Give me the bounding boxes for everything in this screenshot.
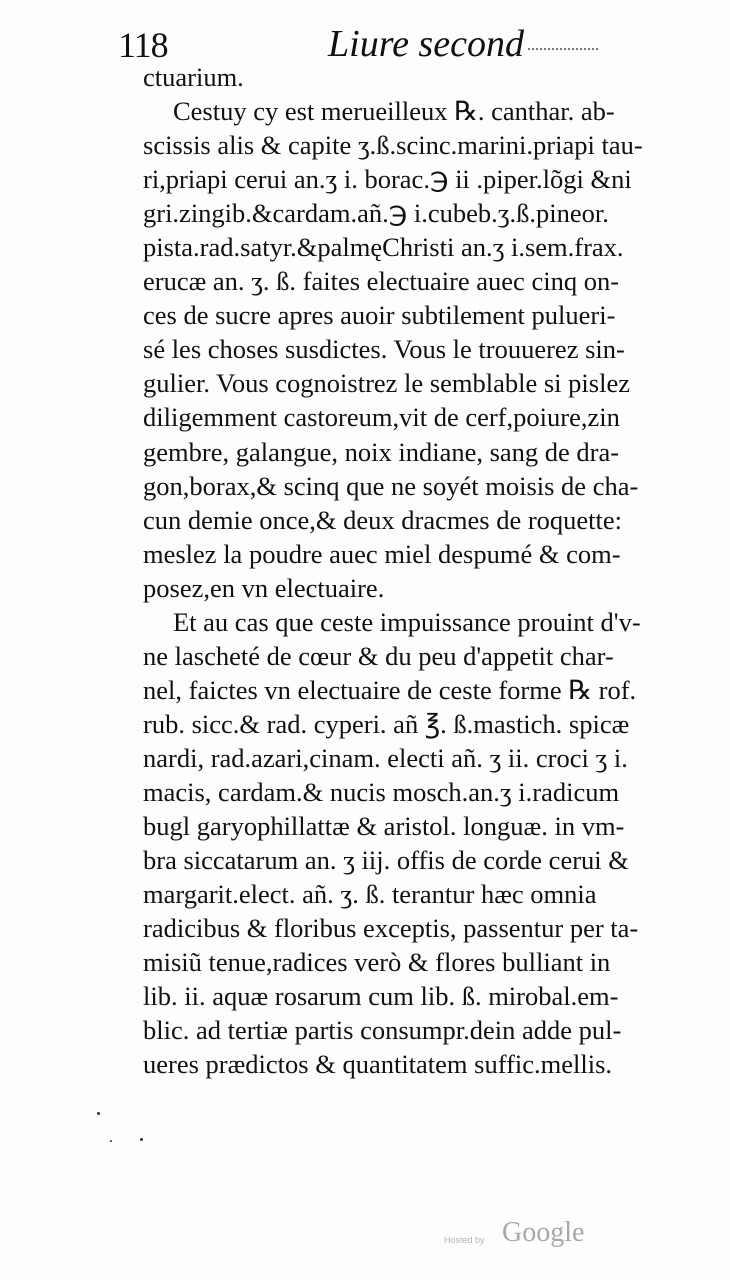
page-number: 118 (118, 25, 168, 65)
text-line: gri.zingib.&cardam.añ.℈ i.cubeb.ʒ.ß.pineor. (143, 198, 609, 229)
text-line: pista.rad.satyr.&palmęChristi an.ʒ i.sem.frax. (143, 232, 624, 263)
text-line: misiũ tenue,radices verò & flores bulliant in (143, 947, 611, 978)
text-line: ne lascheté de cœur & du peu d'appetit char- (143, 640, 614, 671)
text-line: ri,priapi cerui an.ʒ i. borac.℈ ii .piper.lõgi &ni (143, 164, 632, 195)
text-line: bra siccatarum an. ʒ iij. offis de corde cerui & (143, 845, 629, 876)
hosted-by-google-watermark (444, 1217, 604, 1257)
text-line: scissis alis & capite ʒ.ß.scinc.marini.priapi tau- (143, 130, 643, 161)
running-title: Liure second (328, 23, 524, 65)
text-line: nardi, rad.azari,cinam. electi añ. ʒ ii. croci ʒ i. (143, 742, 628, 773)
text-line: posez,en vn electuaire. (143, 572, 385, 603)
header-ornament (528, 48, 598, 50)
text-line: blic. ad tertiæ partis consumpr.dein adde pul- (143, 1015, 622, 1046)
text-line: cun demie once,& deux dracmes de roquette: (143, 504, 623, 535)
text-line: nel, faictes vn electuaire de ceste forme ℞ rof. (143, 674, 637, 705)
text-line: sé les choses susdictes. Vous le trouuerez sin- (143, 334, 625, 365)
scan-speck (97, 1112, 100, 1115)
text-line: meslez la poudre auec miel despumé & com- (143, 538, 621, 569)
text-line: Cestuy cy est merueilleux ℞. canthar. ab- (173, 96, 615, 127)
body-text (143, 60, 699, 1081)
text-line: erucæ an. ʒ. ß. faites electuaire auec cinq on- (143, 266, 620, 297)
text-line: margarit.elect. añ. ʒ. ß. terantur hæc omnia (143, 879, 597, 910)
scan-speck (110, 1140, 112, 1142)
text-line: bugl garyophillattæ & aristol. longuæ. in vm- (143, 811, 625, 842)
text-line: ces de sucre apres auoir subtilement pulueri- (143, 300, 616, 331)
text-line: gembre, galangue, noix indiane, sang de dra- (143, 436, 620, 467)
text-line: gon,borax,& scinq que ne soyét moisis de cha- (143, 470, 639, 501)
text-line: macis, cardam.& nucis mosch.an.ʒ i.radicum (143, 776, 620, 807)
text-line: diligemment castoreum,vit de cerf,poiure,zin (143, 402, 620, 433)
text-line: gulier. Vous cognoistrez le semblable si pislez (143, 368, 630, 399)
google-logo: Google (502, 1217, 585, 1248)
text-line: radicibus & floribus exceptis, passentur per ta- (143, 913, 639, 944)
text-line: lib. ii. aquæ rosarum cum lib. ß. mirobal.em- (143, 981, 619, 1012)
text-line: ueres prædictos & quantitatem suffic.mellis. (143, 1049, 613, 1080)
text-line: rub. sicc.& rad. cyperi. añ ℥. ß.mastich. spicæ (143, 708, 630, 739)
watermark-prefix: Hosted by (444, 1235, 485, 1245)
text-line: Et au cas que ceste impuissance prouint d'v- (173, 606, 641, 637)
scan-speck (140, 1138, 143, 1141)
text-line: ctuarium. (143, 62, 244, 92)
